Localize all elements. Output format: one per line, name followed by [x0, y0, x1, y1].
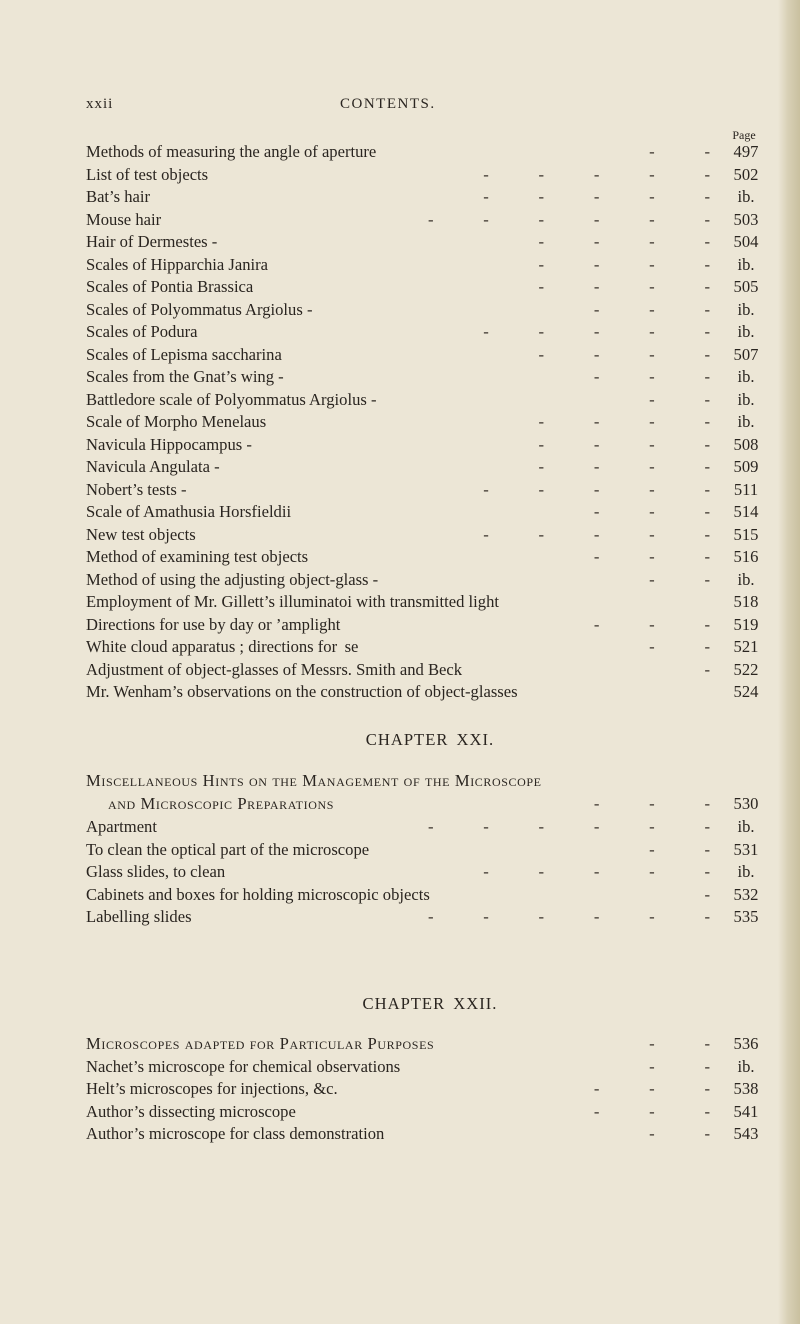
entry-title: Directions for use by day or ’amplight: [86, 614, 341, 634]
contents-entry: [86, 209, 774, 232]
entry-page-number: 518: [733, 592, 759, 611]
chapter-21-heading-page: 530: [733, 793, 759, 813]
contents-entry: [86, 839, 774, 862]
leader-dashes: - - -: [593, 547, 710, 566]
contents-entry: [86, 1033, 774, 1056]
contents-entry: [86, 1123, 774, 1146]
leader-dashes: - -: [649, 1056, 710, 1076]
entry-page-number: 524: [733, 682, 759, 701]
entry-title: Mr. Wenham’s observations on the construction of object-glasses: [86, 682, 518, 701]
entry-page-number: 522: [733, 659, 759, 679]
entry-title: To clean the optical part of the microscope: [86, 839, 370, 859]
entry-title: Method of using the adjusting object-glass -: [86, 569, 379, 589]
entry-title: New test objects: [86, 524, 196, 544]
contents-entry: [86, 569, 774, 592]
entry-title: Bat’s hair: [86, 187, 151, 206]
entry-page-number: 521: [733, 637, 759, 656]
leader-dashes: - -: [649, 569, 710, 589]
contents-entry: [86, 186, 774, 209]
contents-entry: [86, 861, 774, 884]
contents-entry: [86, 344, 774, 367]
entry-title: Battledore scale of Polyommatus Argiolus -: [86, 389, 377, 409]
entry-page-number: 519: [733, 614, 759, 634]
chapter-21-title: CHAPTER XXI.: [365, 730, 495, 749]
leader-dashes: - - - -: [538, 277, 710, 296]
leader-dashes: - - -: [593, 1101, 710, 1121]
entry-title: Helt’s microscopes for injections, &c.: [86, 1079, 338, 1098]
contents-entry: [86, 479, 774, 502]
leader-dashes: - - - -: [538, 412, 710, 431]
entry-title: Hair of Dermestes -: [86, 232, 218, 251]
entry-page-number: 515: [733, 524, 759, 544]
entry-title: Mouse hair: [86, 209, 162, 229]
leader-dashes: - - - -: [538, 232, 710, 251]
entry-title: Scale of Morpho Menelaus: [86, 412, 267, 431]
page-edge-shadow: [778, 0, 800, 1324]
leader-dashes: - -: [649, 637, 710, 656]
leader-dashes: - -: [649, 839, 710, 859]
leader-dashes: - - - -: [538, 254, 710, 274]
entry-page-number: 511: [733, 479, 759, 499]
entry-page-number: ib.: [737, 322, 755, 341]
entry-page-number: 502: [733, 164, 759, 184]
contents-entry: [86, 1056, 774, 1079]
leader-dashes: - - -: [593, 502, 710, 521]
contents-entry: [86, 141, 774, 164]
leader-dashes: - - -: [593, 299, 710, 319]
entry-page-number: 508: [733, 434, 759, 454]
contents-entry: [86, 524, 774, 547]
contents-entry: [86, 254, 774, 277]
chapter-22-list: [86, 1033, 774, 1146]
entry-page-number: 514: [733, 502, 759, 521]
entry-title: Author’s dissecting microscope: [86, 1101, 296, 1121]
entry-page-number: 509: [733, 457, 759, 476]
entry-page-number: 503: [733, 209, 759, 229]
entry-title: Methods of measuring the angle of aperture: [86, 142, 377, 161]
chapter-21-list: [86, 816, 774, 929]
leader-dashes: - - - - -: [483, 164, 710, 184]
contents-entry: [86, 389, 774, 412]
entry-title: White cloud apparatus ; directions for se: [86, 637, 359, 656]
entry-page-number: 516: [733, 547, 759, 566]
contents-entry: [86, 456, 774, 479]
leader-dashes: - - -: [593, 367, 710, 386]
contents-entry: [86, 411, 774, 434]
contents-entry: [86, 434, 774, 457]
entry-title: Labelling slides: [86, 907, 192, 926]
entry-page-number: 532: [733, 884, 759, 904]
entry-title: Author’s microscope for class demonstration: [86, 1124, 385, 1143]
leader-dashes: - -: [649, 1124, 710, 1143]
leader-dashes: - - - -: [538, 434, 710, 454]
contents-entry: [86, 366, 774, 389]
contents-entry: [86, 906, 774, 929]
entry-title: Cabinets and boxes for holding microscopic objects: [86, 884, 430, 904]
leader-dashes: -: [704, 884, 710, 904]
entry-page-number: 535: [733, 907, 759, 926]
entry-page-number: 507: [733, 344, 759, 364]
entry-page-number: 541: [733, 1101, 759, 1121]
leader-dashes: - - -: [593, 614, 710, 634]
entry-title: Method of examining test objects: [86, 547, 309, 566]
entry-page-number: 497: [733, 142, 759, 161]
contents-list-part1: [86, 141, 774, 704]
leader-dashes: - - -: [593, 793, 710, 813]
entry-page-number: ib.: [737, 1056, 755, 1076]
contents-entry: [86, 591, 774, 614]
entry-page-number: ib.: [737, 389, 755, 409]
contents-entry: [86, 636, 774, 659]
entry-title: Microscopes adapted for Particular Purposes: [86, 1034, 435, 1053]
leader-dashes: - - -: [593, 1079, 710, 1098]
contents-entry: [86, 321, 774, 344]
chapter-21-heading: [86, 770, 774, 815]
entry-title: Scales of Podura: [86, 322, 198, 341]
leader-dashes: - -: [649, 1034, 710, 1053]
leader-dashes: -: [704, 659, 710, 679]
entry-page-number: ib.: [737, 299, 755, 319]
leader-dashes: - - - - -: [483, 322, 710, 341]
entry-title: Scales of Polyommatus Argiolus -: [86, 299, 313, 319]
entry-title: Nobert’s tests -: [86, 479, 187, 499]
leader-dashes: - - - - - -: [427, 817, 710, 836]
leader-dashes: - - - -: [538, 457, 710, 476]
contents-entry: [86, 501, 774, 524]
chapter-21-heading-line1: [86, 770, 774, 793]
entry-title: Scales of Lepisma saccharina: [86, 344, 282, 364]
contents-entry: [86, 614, 774, 637]
entry-page-number: 505: [733, 277, 759, 296]
entry-title: Scales of Pontia Brassica: [86, 277, 254, 296]
leader-dashes: - - - -: [538, 344, 710, 364]
entry-page-number: 531: [733, 839, 759, 859]
leader-dashes: - - - - -: [483, 862, 710, 881]
contents-entry: [86, 884, 774, 907]
contents-entry: [86, 299, 774, 322]
entry-title: Scales from the Gnat’s wing -: [86, 367, 284, 386]
contents-entry: [86, 1101, 774, 1124]
leader-dashes: - - - - -: [483, 479, 710, 499]
entry-page-number: 538: [733, 1079, 759, 1098]
contents-entry: [86, 276, 774, 299]
leader-dashes: - - - - - -: [427, 209, 710, 229]
contents-entry: [86, 546, 774, 569]
entry-title: Glass slides, to clean: [86, 862, 226, 881]
leader-dashes: - - - - - -: [427, 907, 710, 926]
entry-page-number: ib.: [737, 569, 755, 589]
leader-dashes: - -: [649, 142, 710, 161]
entry-page-number: 543: [733, 1124, 759, 1143]
entry-title: Adjustment of object-glasses of Messrs. Smith and Beck: [86, 659, 463, 679]
entry-title: Employment of Mr. Gillett’s illuminatoi with transmitted light: [86, 592, 499, 611]
entry-page-number: ib.: [737, 817, 755, 836]
entry-title: Navicula Angulata -: [86, 457, 220, 476]
running-header: [86, 96, 760, 120]
chapter-21-heading-text1: Miscellaneous Hints on the Management of the Microscope: [86, 771, 542, 790]
contents-entry: [86, 681, 774, 704]
entry-title: Navicula Hippocampus -: [86, 434, 252, 454]
entry-title: Scale of Amathusia Horsfieldii: [86, 502, 292, 521]
entry-title: Scales of Hipparchia Janira: [86, 254, 268, 274]
contents-entry: [86, 231, 774, 254]
entry-page-number: 536: [733, 1034, 759, 1053]
page-number: xxii: [86, 96, 114, 112]
page-column-label: Page: [732, 128, 756, 142]
entry-page-number: ib.: [737, 862, 755, 881]
contents-entry: [86, 816, 774, 839]
entry-page-number: ib.: [737, 367, 755, 386]
page-title: CONTENTS.: [340, 96, 436, 112]
entry-page-number: ib.: [737, 412, 755, 431]
entry-page-number: ib.: [737, 254, 755, 274]
chapter-21-heading-text2: and Microscopic Preparations: [108, 793, 335, 813]
entry-page-number: ib.: [737, 187, 755, 206]
contents-entry: [86, 1078, 774, 1101]
chapter-21-heading-line2: [86, 793, 774, 816]
leader-dashes: - -: [649, 389, 710, 409]
entry-title: Apartment: [86, 817, 157, 836]
chapter-22-title: CHAPTER XXII.: [362, 994, 498, 1013]
entry-title: Nachet’s microscope for chemical observations: [86, 1056, 401, 1076]
leader-dashes: - - - - -: [483, 187, 710, 206]
contents-entry: [86, 164, 774, 187]
entry-title: List of test objects: [86, 164, 209, 184]
leader-dashes: - - - - -: [483, 524, 710, 544]
contents-entry: [86, 659, 774, 682]
entry-page-number: 504: [733, 232, 759, 251]
